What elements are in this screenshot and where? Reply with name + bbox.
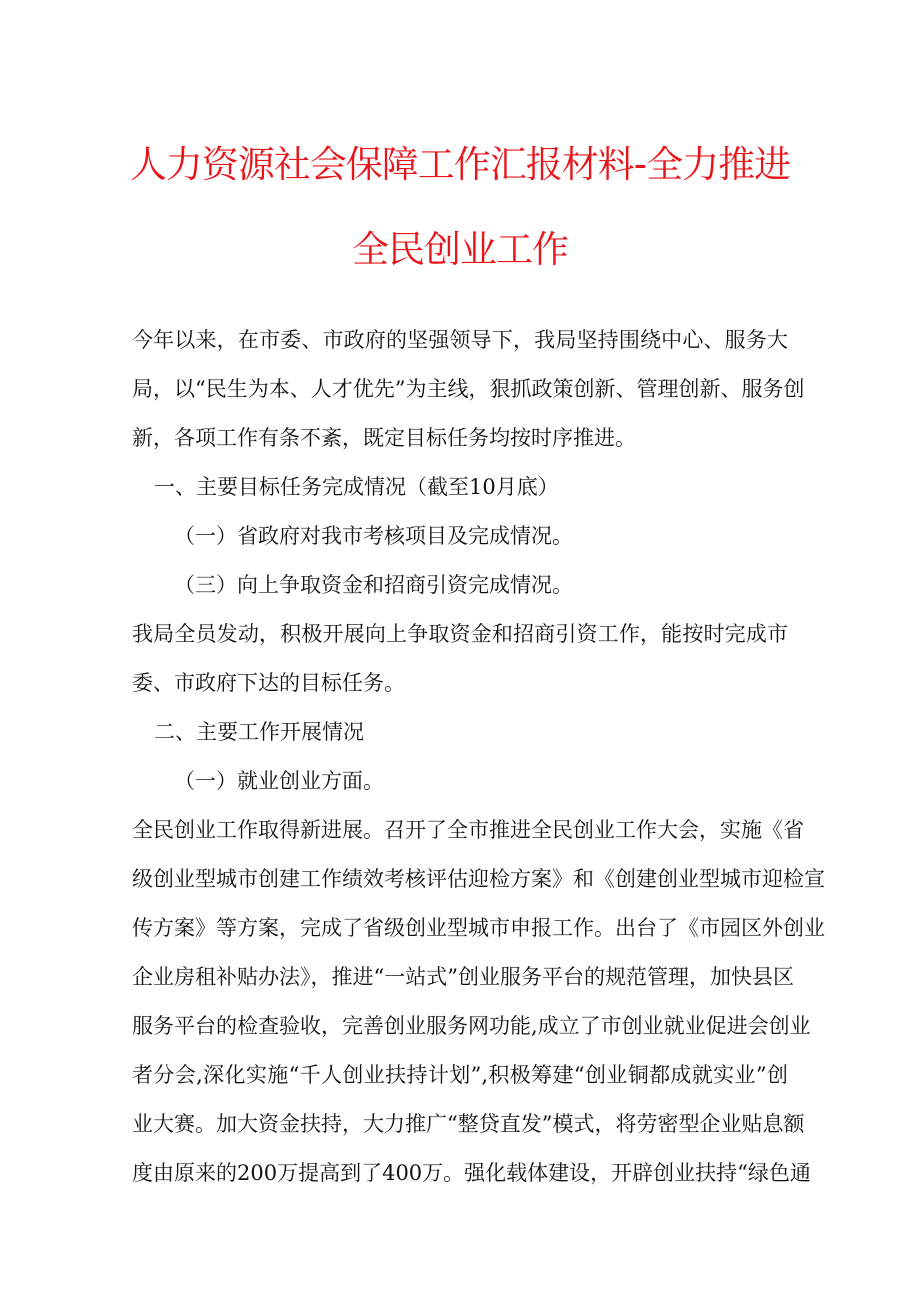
section-2-paragraph-line-4: 企业房租补贴办法》，推进“一站式”创业服务平台的规范管理，加快县区 xyxy=(132,965,794,989)
section-2-paragraph-line-1: 全民创业工作取得新进展。召开了全市推进全民创业工作大会，实施《省 xyxy=(132,818,804,842)
section-2-subheading-1: （一）就业创业方面。 xyxy=(174,769,384,793)
intro-line-3: 新，各项工作有条不紊，既定目标任务均按时序推进。 xyxy=(132,426,636,450)
section-2-paragraph-line-7: 业大赛。加大资金扶持，大力推广“整贷直发”模式，将劳密型企业贴息额 xyxy=(132,1112,805,1136)
section-1-subheading-3: （三）向上争取资金和招商引资完成情况。 xyxy=(174,573,573,597)
intro-line-1: 今年以来，在市委、市政府的坚强领导下，我局坚持围绕中心、服务大 xyxy=(132,328,788,352)
section-2-heading: 二、主要工作开展情况 xyxy=(154,720,364,744)
section-1-paragraph-line-1: 我局全员发动，积极开展向上争取资金和招商引资工作，能按时完成市 xyxy=(132,622,788,646)
section-2-paragraph-line-2: 级创业型城市创建工作绩效考核评估迎检方案》和《创建创业型城市迎检宣 xyxy=(132,867,825,891)
document-title-line-2: 全民创业工作 xyxy=(352,228,568,271)
section-2-paragraph-line-8: 度由原来的200万提高到了400万。强化载体建设，开辟创业扶持“绿色通 xyxy=(132,1161,811,1185)
section-2-paragraph-line-5: 服务平台的检查验收，完善创业服务网功能,成立了市创业就业促进会创业 xyxy=(132,1014,811,1038)
document-title-line-1: 人力资源社会保障工作汇报材料-全力推进 xyxy=(129,143,791,186)
intro-line-2: 局，以“民生为本、人才优先”为主线，狠抓政策创新、管理创新、服务创 xyxy=(132,377,805,401)
section-1-paragraph-line-2: 委、市政府下达的目标任务。 xyxy=(132,671,405,695)
section-1-heading: 一、主要目标任务完成情况（截至10月底） xyxy=(154,475,559,499)
section-2-paragraph-line-3: 传方案》等方案，完成了省级创业型城市申报工作。出台了《市园区外创业 xyxy=(132,916,825,940)
section-2-paragraph-line-6: 者分会,深化实施“千人创业扶持计划”,积极筹建“创业铜都成就实业”创 xyxy=(132,1063,788,1087)
section-1-subheading-1: （一）省政府对我市考核项目及完成情况。 xyxy=(174,524,573,548)
